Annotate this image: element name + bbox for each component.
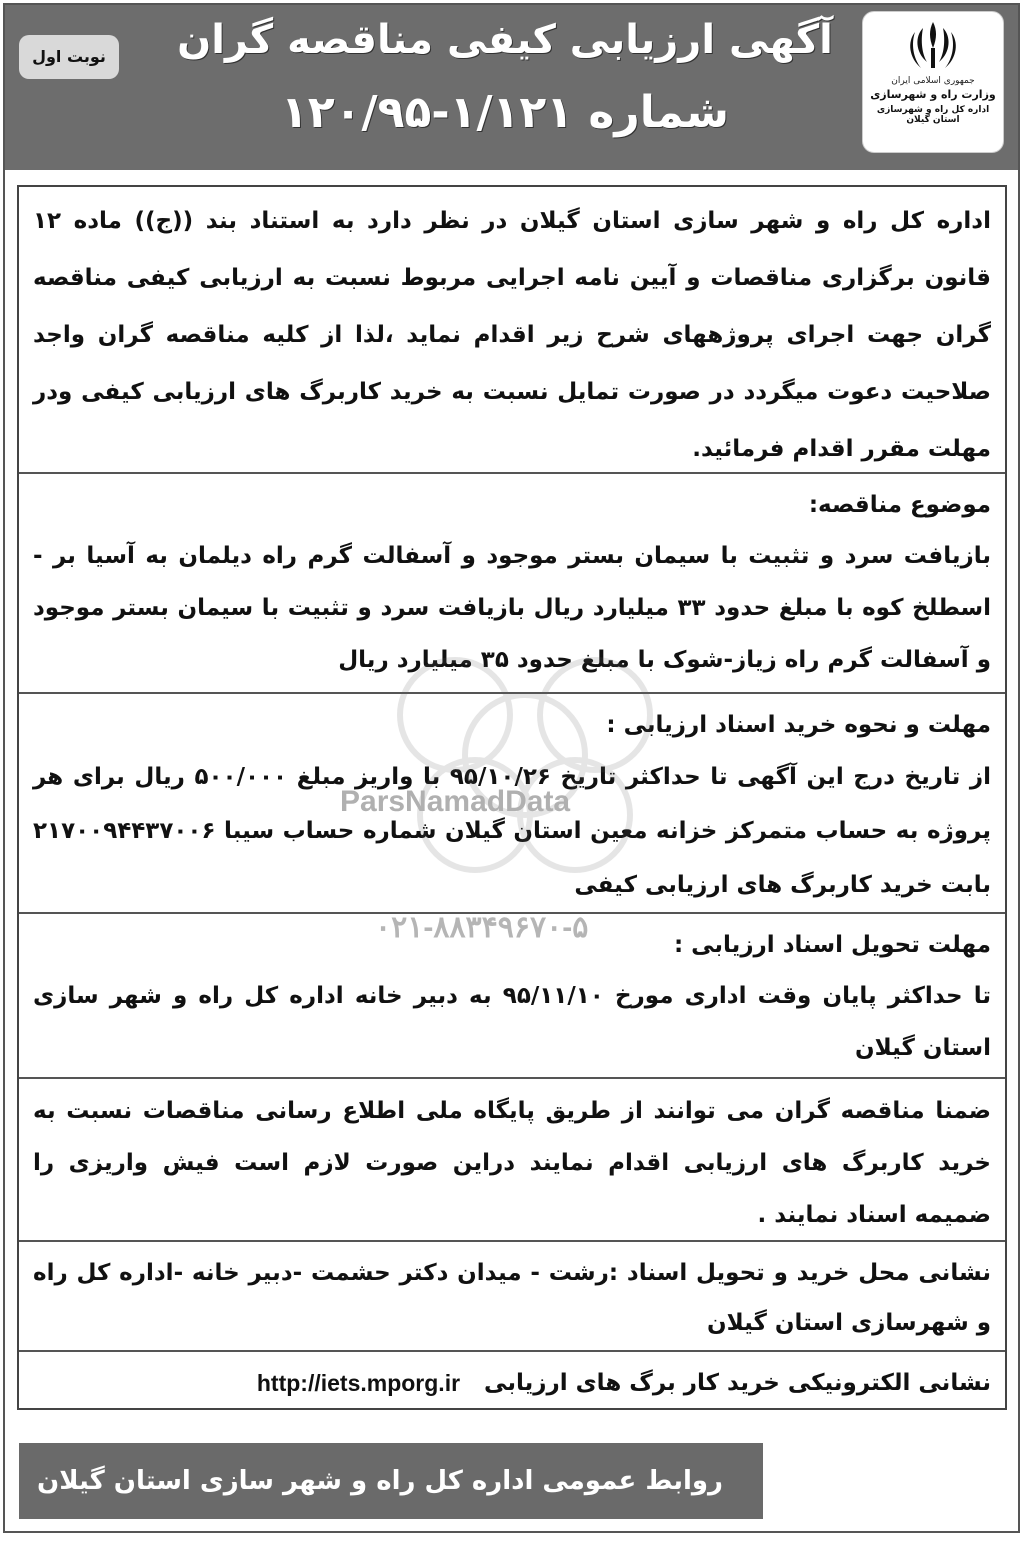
iran-emblem-icon — [901, 18, 965, 74]
watermark-brand: ParsNamadData — [340, 785, 571, 818]
note-text: ضمنا مناقصه گران می توانند از طریق پایگاه ملی اطلاع رسانی مناقصات نسبت به خرید کاربرگ های ارزیابی اقدام نمایند دراین صورت لازم است فیش واریزی را ضمیمه اسناد نمایند . — [33, 1098, 991, 1228]
watermark-phone: ۰۲۱-۸۸۳۴۹۶۷۰-۵ — [375, 911, 589, 944]
address-section — [19, 1242, 1005, 1352]
footer-bar: روابط عمومی اداره کل راه و شهر سازی استان گیلان — [19, 1443, 763, 1519]
online-url-link[interactable]: http://iets.mporg.ir — [256, 1369, 461, 1396]
online-label: نشانی الکترونیکی خرید کار برگ های ارزیابی — [484, 1370, 991, 1396]
online-section — [19, 1352, 1005, 1408]
notice-title: آگهی ارزیابی کیفی مناقصه گران — [177, 17, 833, 63]
deadline-heading: مهلت و نحوه خرید اسناد ارزیابی : — [606, 712, 991, 738]
notice-header — [5, 5, 1018, 170]
intro-section — [19, 187, 1005, 474]
logo-ministry-label: وزارت راه و شهرسازی — [870, 88, 996, 101]
subject-text: بازیافت سرد و تثبیت با سیمان بستر موجود و آسفالت گرم راه دیلمان به آسیا بر - اسطلخ کوه با مبلغ حدود ۳۳ میلیارد ریال بازیافت سرد و تثبیت با سیمان بستر موجود و آسفالت گرم راه زیاز-شوک با مبلغ حدود ۳۵ میلیارد ریال — [33, 543, 991, 673]
subject-heading: موضوع مناقصه: — [808, 492, 991, 518]
ministry-logo — [862, 11, 1004, 153]
delivery-heading: مهلت تحویل اسناد ارزیابی : — [673, 932, 991, 958]
round-badge: نوبت اول — [19, 35, 119, 79]
address-text: نشانی محل خرید و تحویل اسناد :رشت - میدان دکتر حشمت -دبیر خانه -اداره کل راه و شهرسازی استان گیلان — [33, 1260, 991, 1336]
delivery-text: تا حداکثر پایان وقت اداری مورخ ۹۵/۱۱/۱۰ به دبیر خانه اداره کل راه و شهر سازی استان گیلان — [33, 983, 992, 1061]
note-section — [19, 1079, 1005, 1242]
notice-number: شماره ۱/۱۲۱-۱۲۰/۹۵ — [280, 87, 730, 138]
deadline-text: از تاریخ درج این آگهی تا حداکثر تاریخ ۹۵/۱۰/۲۶ با واریز مبلغ ۵۰۰/۰۰۰ ریال برای هر پروژه به حساب متمرکز خزانه معین استان گیلان شماره حساب سیبا ۲۱۷۰۰۹۴۴۳۷۰۰۶ بابت خرید کاربرگ های ارزیابی کیفی — [33, 764, 991, 898]
logo-country-label: جمهوری اسلامی ایران — [891, 76, 975, 86]
intro-text: اداره کل راه و شهر سازی استان گیلان در نظر دارد به استناد بند ((ج)) ماده ۱۲ قانون برگزاری مناقصات و آیین نامه اجرایی مربوط نسبت به ارزیابی کیفی مناقصه گران جهت اجرای پروژههای شرح زیر اقدام نماید ،لذا از کلیه مناقصه گران واجد صلاحیت دعوت میگردد در صورت تمایل نسبت به خرید کاربرگ های ارزیابی کیفی ودر مهلت مقرر اقدام فرمائید. — [33, 208, 991, 462]
notice-frame — [3, 3, 1020, 1533]
subject-section — [19, 474, 1005, 694]
logo-office-label: اداره کل راه و شهرسازی استان گیلان — [876, 105, 990, 125]
